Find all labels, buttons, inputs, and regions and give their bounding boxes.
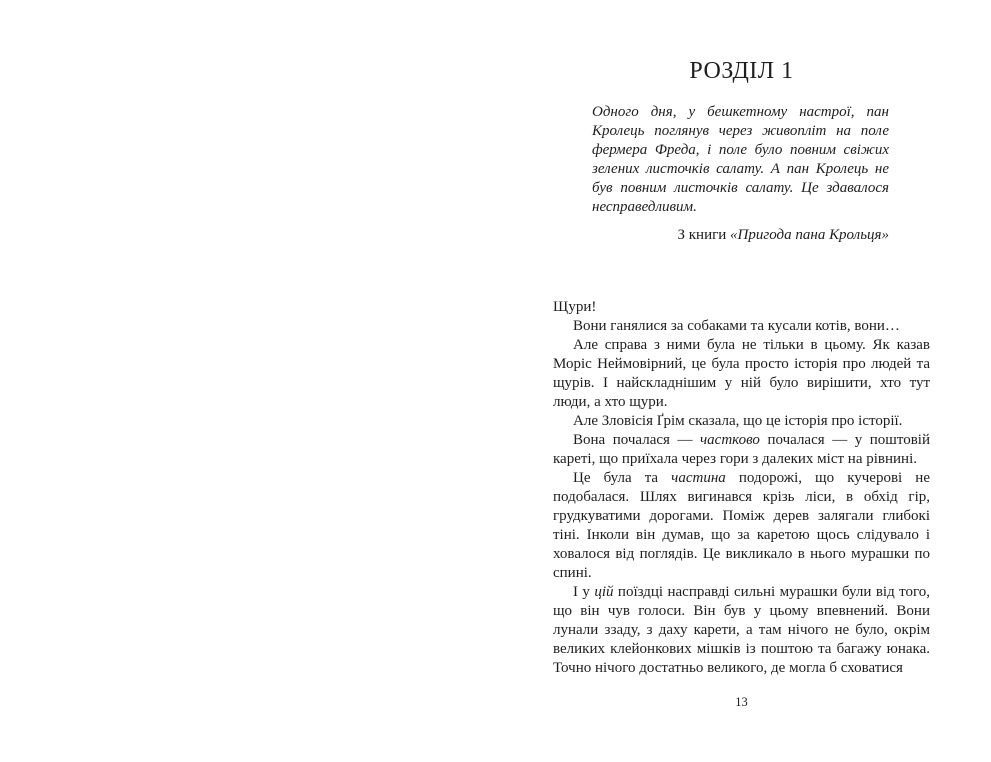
attribution-source: «Пригода пана Крольця» <box>730 227 889 243</box>
text-segment: почалася — у поштовій кареті, що приїхала через гори з далеких міст на рівнині. <box>553 432 930 467</box>
text-segment: подорожі, що кучерові не подобалася. Шлях вигинався крізь ліси, в обхід гір, грудкуватими дорогами. Поміж дерев залягали глибокі тіні. Інколи він думав, що за каретою щось слідувало і ховалося від поглядів. Це викликало в нього мурашки по спині. <box>553 470 930 581</box>
text-segment: Але справа з ними була не тільки в цьому. Як казав Моріс Неймовірний, це була просто історія про людей та щурів. І найскладнішим у ній було вирішити, хто тут люди, а хто щури. <box>553 337 930 410</box>
epigraph-block <box>592 103 889 245</box>
chapter-title: РОЗДІЛ 1 <box>689 58 794 84</box>
paragraph <box>553 336 930 412</box>
italic-phrase: частково <box>700 432 760 448</box>
italic-phrase: цій <box>594 584 614 600</box>
text-segment: Вона почалася — <box>573 432 701 448</box>
italic-phrase: частина <box>671 470 726 486</box>
text-segment: Щури! <box>553 299 597 315</box>
page-number: 13 <box>735 695 748 709</box>
paragraph <box>553 298 930 317</box>
paragraph <box>553 583 930 678</box>
text-segment: І у <box>573 584 595 600</box>
epigraph-attribution <box>592 226 889 245</box>
attribution-prefix: З книги <box>677 227 731 243</box>
paragraph <box>553 317 930 336</box>
text-segment: Але Зловісія Ґрім сказала, що це історія про історії. <box>573 413 903 429</box>
text-segment: Це була та <box>573 470 672 486</box>
paragraph <box>553 431 930 469</box>
paragraph <box>553 469 930 583</box>
paragraph <box>553 412 930 431</box>
text-segment: поїздці насправді сильні мурашки були від того, що він чув голоси. Він був у цьому впевнений. Вони лунали ззаду, з даху карети, а там нічого не було, окрім великих клейонкових мішків із поштою та багажу юнака. Точно нічого достатньо великого, де могла б сховатися <box>553 584 930 676</box>
epigraph-text: Одного дня, у бешкетному настрої, пан Кролець поглянув через живопліт на поле фермера Фреда, і поле було повним свіжих зелених листочків салату. А пан Кролець не був повним листочків салату. Це здавалося несправедливим. <box>592 104 889 215</box>
body-text <box>553 298 930 678</box>
text-segment: Вони ганялися за собаками та кусали котів, вони… <box>573 318 900 334</box>
